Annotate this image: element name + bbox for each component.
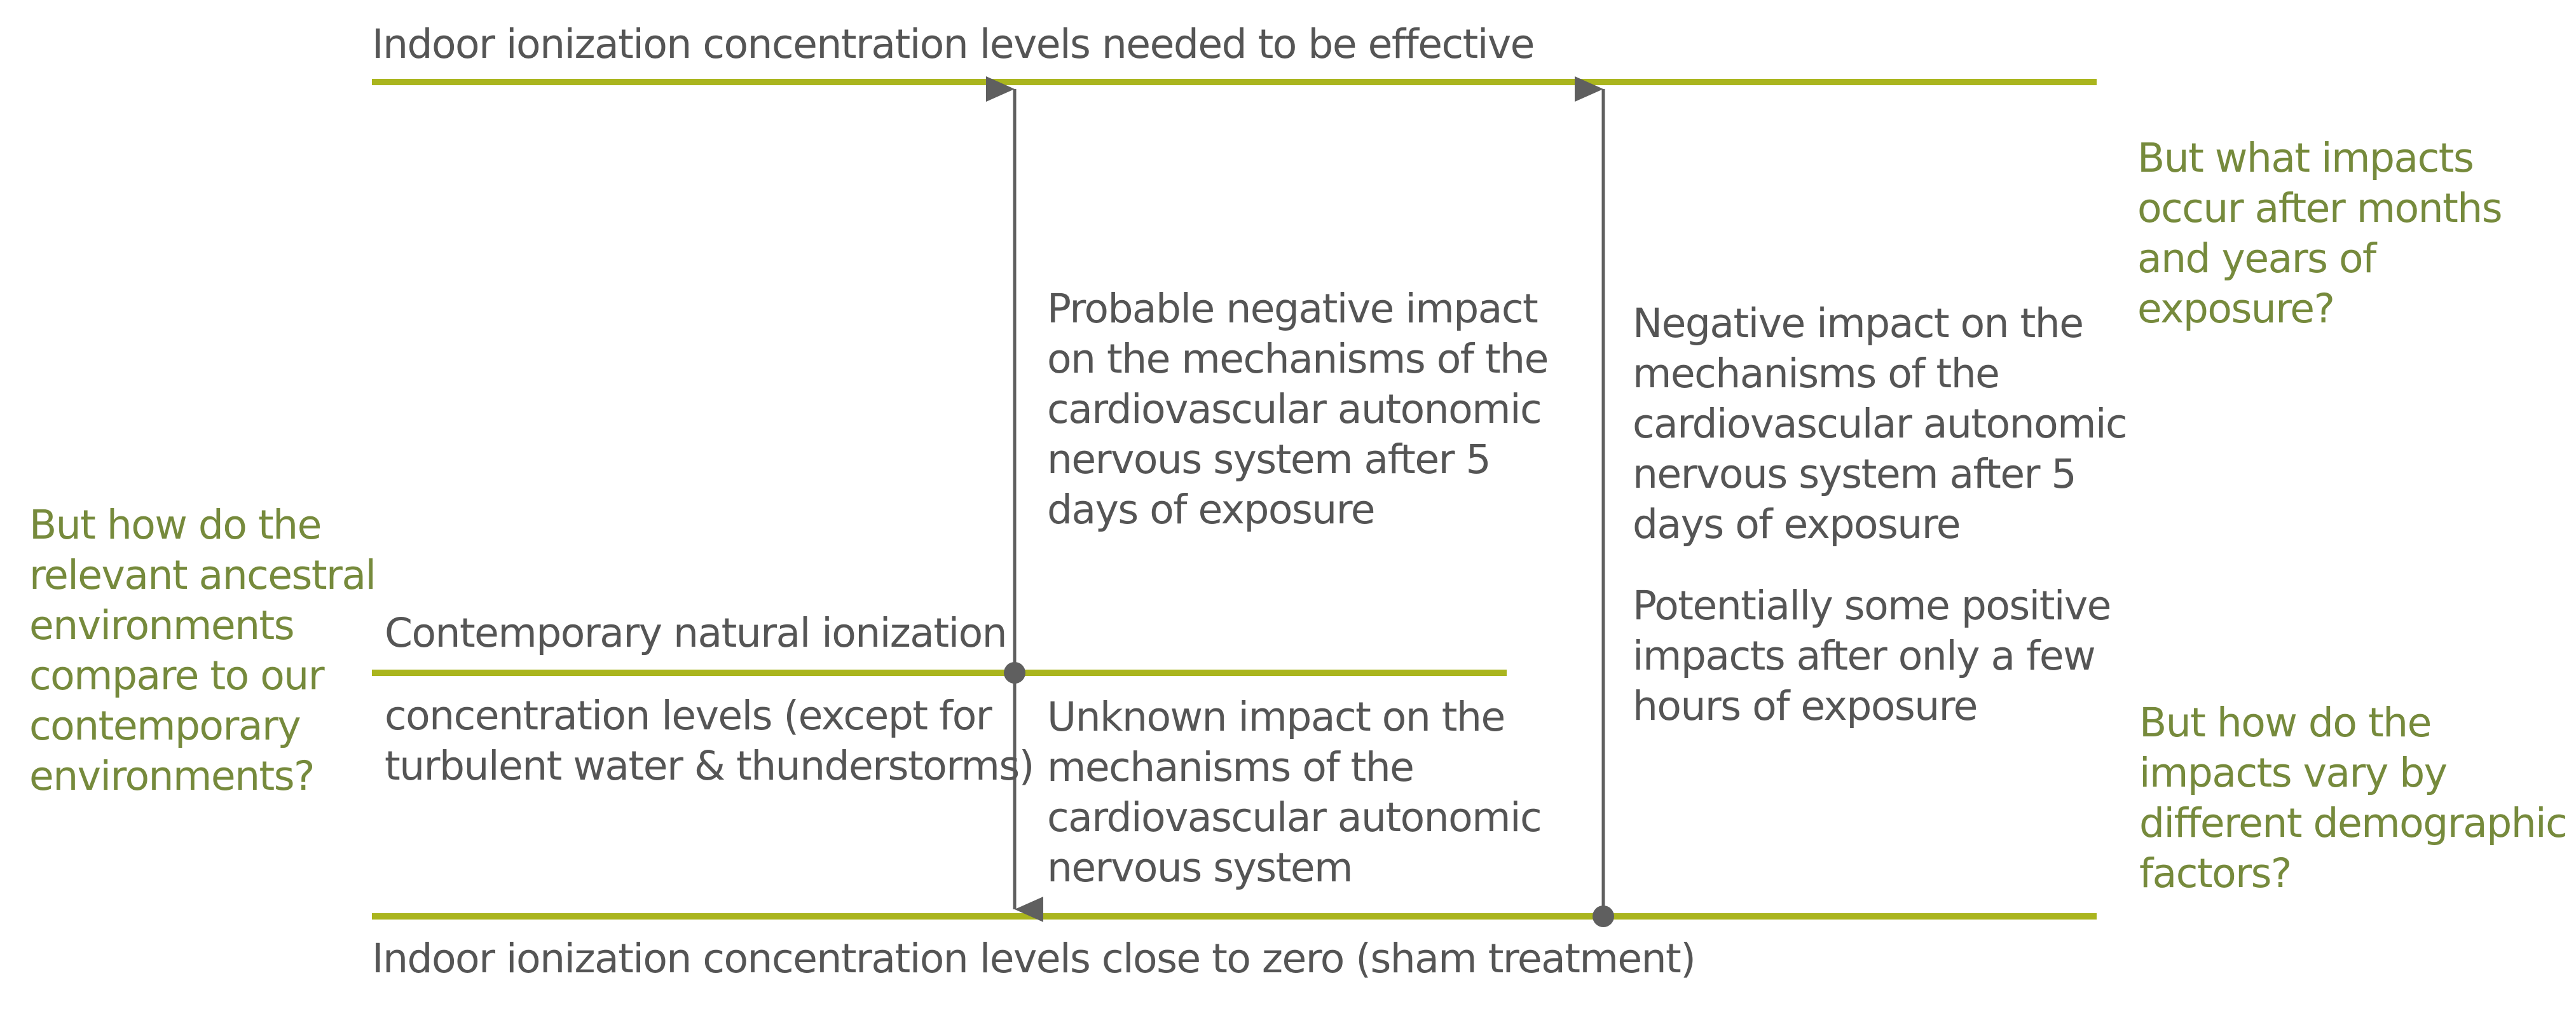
text-line: mechanisms of the [1633, 350, 1999, 397]
negative-impact-text [1633, 298, 2127, 549]
question-line: But how do the [2139, 699, 2431, 746]
question-line: relevant ancestral [29, 552, 376, 598]
natural-level-label: Contemporary natural ionization [385, 610, 1007, 656]
text-line: mechanisms of the [1047, 744, 1414, 790]
natural-level-label-continued [385, 691, 1034, 791]
positive-impact-text [1633, 581, 2111, 731]
text-line: Unknown impact on the [1047, 694, 1505, 740]
question-line: different demographic [2139, 800, 2567, 846]
text-line: cardiovascular autonomic [1047, 386, 1542, 432]
demographic-question [2139, 698, 2566, 899]
natural-level-dot [1004, 662, 1025, 684]
text-line: hours of exposure [1633, 683, 1977, 729]
unknown-impact-text [1047, 692, 1541, 893]
question-line: exposure? [2137, 286, 2334, 332]
text-line: days of exposure [1633, 501, 1960, 548]
text-line: nervous system after 5 [1633, 451, 2076, 497]
question-line: environments? [29, 753, 314, 799]
text-line: cardiovascular autonomic [1047, 794, 1542, 841]
question-line: environments [29, 602, 294, 649]
question-line: factors? [2139, 850, 2291, 897]
text-line: impacts after only a few [1633, 633, 2095, 679]
question-line: compare to our [29, 652, 324, 699]
top-level-label: Indoor ionization concentration levels needed to be effective [372, 21, 1534, 67]
bottom-level-label: Indoor ionization concentration levels close to zero (sham treatment) [372, 935, 1696, 982]
text-line: days of exposure [1047, 486, 1374, 533]
question-line: But how do the [29, 502, 321, 548]
long-term-question [2137, 133, 2502, 334]
text-line: nervous system [1047, 844, 1352, 891]
text-line: Probable negative impact [1047, 286, 1538, 332]
question-line: and years of [2137, 235, 2376, 282]
zero-level-dot [1593, 906, 1614, 927]
text-line: Negative impact on the [1633, 300, 2083, 347]
probable-negative-impact-text [1047, 284, 1548, 535]
question-line: occur after months [2137, 185, 2502, 231]
natural-level-line: turbulent water & thunderstorms) [385, 743, 1034, 789]
question-line: impacts vary by [2139, 750, 2447, 796]
question-line: contemporary [29, 703, 301, 749]
question-line: But what impacts [2137, 135, 2474, 181]
text-line: Potentially some positive [1633, 582, 2111, 629]
text-line: cardiovascular autonomic [1633, 401, 2127, 447]
natural-level-line: concentration levels (except for [385, 693, 992, 739]
text-line: nervous system after 5 [1047, 436, 1491, 483]
ancestral-question [29, 500, 376, 801]
text-line: on the mechanisms of the [1047, 336, 1548, 382]
